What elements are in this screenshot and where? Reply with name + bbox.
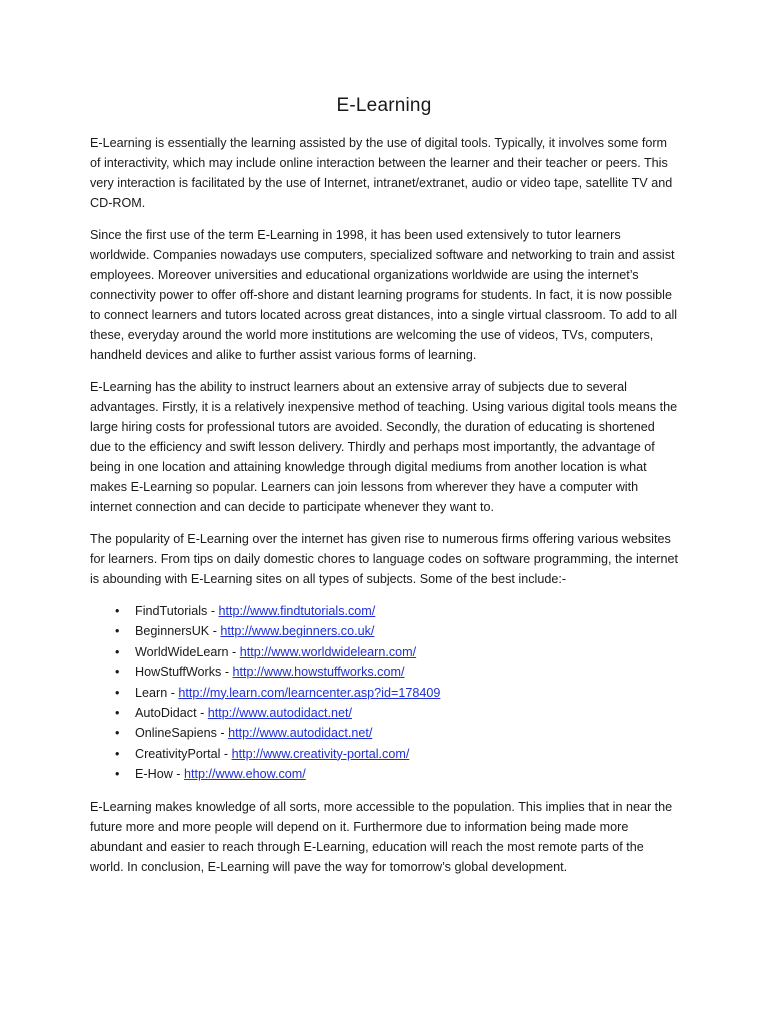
site-name: OnlineSapiens - [135,726,229,741]
bullet-icon: • [115,644,120,659]
list-item [90,662,678,682]
list-item [90,744,678,764]
site-link[interactable]: http://www.worldwidelearn.com/ [239,644,417,659]
paragraph-advantages: E-Learning has the ability to instruct learners about an extensive array of subjects due to several advantages. Firstly, it is a relatively inexpensive method of teaching. Using various digital tools means the large hiring costs for professional tutors are avoided. Secondly, the duration of educating is shortened due to the efficiency and swift lesson delivery. Thirdly and perhaps most importantly, the advantage of being in one location and attaining knowledge through digital mediums from another location is what makes E-Learning so popular. Learners can join lessons from wherever they have a computer with internet connection and can decide to participate whenever they want to. [90,380,678,514]
bullet-icon: • [115,726,120,741]
list-item [90,683,678,703]
site-link[interactable]: http://www.beginners.co.uk/ [220,624,375,639]
list-item [90,601,678,621]
site-link[interactable]: http://www.autodidact.net/ [228,726,373,741]
bullet-icon: • [115,767,120,782]
bullet-icon: • [115,685,120,700]
bullet-icon: • [115,604,120,618]
site-name: WorldWideLearn - [135,644,240,659]
bullet-icon: • [115,746,120,761]
site-name: CreativityPortal - [135,746,232,761]
bullet-icon: • [115,665,120,680]
paragraph-intro: E-Learning is essentially the learning assisted by the use of digital tools. Typically, it involves some form of interactivity, which may include online interaction between the learner and their teacher or peers. This very interaction is facilitated by the use of Internet, intranet/extranet, audio or video tape, satellite TV and CD-ROM. [90,136,673,210]
list-item [90,723,678,743]
site-link[interactable]: http://my.learn.com/learncenter.asp?id=178409 [178,685,441,700]
site-link[interactable]: http://www.creativity-portal.com/ [231,746,410,761]
list-item [90,621,678,641]
site-link[interactable]: http://www.findtutorials.com/ [218,604,376,618]
paragraph-popularity: The popularity of E-Learning over the internet has given rise to numerous firms offering various websites for learners. From tips on daily domestic chores to language codes on software programming, the internet is abounding with E-Learning sites on all types of subjects. Some of the best include:- [90,532,679,586]
site-link[interactable]: http://www.autodidact.net/ [207,706,353,721]
site-name: HowStuffWorks - [135,665,233,680]
site-name: BeginnersUK - [135,624,221,639]
site-name: AutoDidact - [135,706,208,721]
site-name: E-How - [135,767,184,782]
paragraph-history: Since the first use of the term E-Learning in 1998, it has been used extensively to tutor learners worldwide. Companies nowadays use computers, specialized software and networking to train and assist employees. Moreover universities and educational organizations worldwide are using the internet’s connectivity power to offer off-shore and distant learning programs for students. In fact, it is now possible to connect learners and tutors located across great distances, into a single virtual classroom. To add to all these, everyday around the world more institutions are welcoming the use of videos, TVs, computers, handheld devices and alike to further assist various forms of learning. [90,228,678,362]
list-item [90,703,678,723]
bullet-icon: • [115,624,120,639]
site-link[interactable]: http://www.ehow.com/ [183,767,306,782]
website-list [90,601,678,785]
paragraph-conclusion: E-Learning makes knowledge of all sorts, more accessible to the population. This implies that in near the future more and more people will depend on it. Furthermore due to information being made more abundant and easier to reach through E-Learning, education will reach the most remote parts of the world. In conclusion, E-Learning will pave the way for tomorrow’s global development. [90,799,673,874]
site-name: FindTutorials - [135,604,219,618]
list-item [90,764,678,784]
list-item [90,642,678,662]
document-title: E-Learning [336,95,432,116]
site-link[interactable]: http://www.howstuffworks.com/ [232,665,405,680]
bullet-icon: • [115,706,120,721]
site-name: Learn - [135,685,179,700]
